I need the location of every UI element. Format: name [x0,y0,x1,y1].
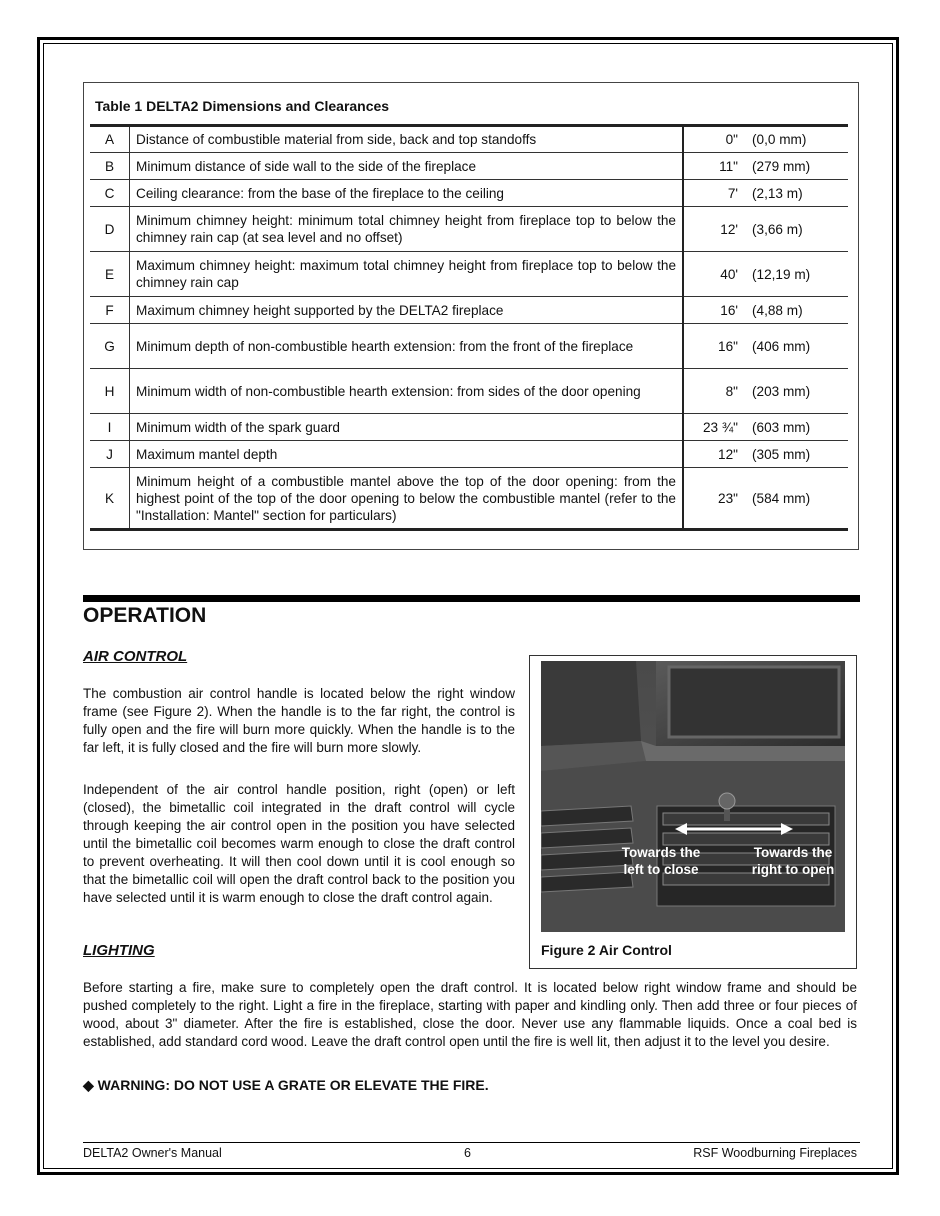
table-title: Table 1 DELTA2 Dimensions and Clearances [95,98,390,114]
row-description: Minimum height of a combustible mantel above the top of the door opening: from the highest point of the top of the door opening to below the combustible mantel (refer to the "Installation: Mantel" section for particulars) [130,468,684,530]
table-row [90,180,848,207]
row-imperial: 12" [683,441,740,468]
section-rule [83,595,860,602]
row-metric: (2,13 m) [740,180,848,207]
dimensions-table [90,124,848,531]
row-description: Minimum distance of side wall to the side of the fireplace [130,153,684,180]
air-control-photo-drawing [541,661,845,932]
row-imperial: 11" [683,153,740,180]
row-metric: (3,66 m) [740,207,848,252]
table-row [90,207,848,252]
row-letter: B [90,153,130,180]
row-letter: J [90,441,130,468]
row-imperial: 8" [683,369,740,414]
table-row [90,126,848,153]
air-control-photo [541,661,845,932]
footer-right: RSF Woodburning Fireplaces [693,1146,857,1160]
row-letter: A [90,126,130,153]
row-letter: H [90,369,130,414]
row-letter: C [90,180,130,207]
row-letter: F [90,297,130,324]
lighting-paragraph: Before starting a fire, make sure to completely open the draft control. It is located below right window frame and should be pushed completely to the right. Light a fire in the fireplace, starting with paper and kindling only. Then add three or four pieces of wood, about 3" diameter. After the fire is established, close the door. Never use any flammable liquids. Once a coal bed is established, add standard cord wood. Leave the draft control open until the fire is well lit, then adjust it to the level you desire. [83,980,857,1049]
row-description: Minimum width of the spark guard [130,414,684,441]
right-label-line-1: Towards the [753,845,833,860]
left-to-close-label [606,844,716,878]
row-letter: D [90,207,130,252]
row-description: Maximum mantel depth [130,441,684,468]
air-control-heading: AIR CONTROL [83,648,188,665]
lighting-heading: LIGHTING [83,942,155,959]
row-metric: (0,0 mm) [740,126,848,153]
row-letter: I [90,414,130,441]
table-row [90,468,848,530]
row-letter: K [90,468,130,530]
row-description: Distance of combustible material from side, back and top standoffs [130,126,684,153]
row-imperial: 16' [683,297,740,324]
row-imperial: 23" [683,468,740,530]
row-metric: (4,88 m) [740,297,848,324]
warning-text: ◆ WARNING: DO NOT USE A GRATE OR ELEVATE THE FIRE. [83,1077,489,1093]
row-imperial: 7' [683,180,740,207]
row-description: Maximum chimney height supported by the DELTA2 fireplace [130,297,684,324]
section-title: OPERATION [83,604,207,627]
row-metric: (584 mm) [740,468,848,530]
row-imperial: 40' [683,252,740,297]
table-row [90,252,848,297]
row-imperial: 23 ¾" [683,414,740,441]
row-imperial: 16" [683,324,740,369]
row-metric: (12,19 m) [740,252,848,297]
right-to-open-label [738,844,848,878]
page-number: 6 [464,1146,471,1160]
row-metric: (203 mm) [740,369,848,414]
footer-rule [83,1142,860,1143]
row-letter: E [90,252,130,297]
row-description: Ceiling clearance: from the base of the fireplace to the ceiling [130,180,684,207]
table-row [90,369,848,414]
row-description: Minimum depth of non-combustible hearth extension: from the front of the fireplace [130,324,684,369]
row-metric: (603 mm) [740,414,848,441]
table-row [90,441,848,468]
row-imperial: 12' [683,207,740,252]
air-control-paragraph-2: Independent of the air control handle position, right (open) or left (closed), the bimetallic coil integrated in the draft control will cycle through keeping the air control open in the position you have selected until the bimetallic coil becomes warm enough to close the draft control to prevent overheating. It will then cool down until it is cool enough so that the bimetallic coil will open the draft control back to the position you have selected until it is warm enough to close the draft control again. [83,782,515,905]
air-control-paragraph-1: The combustion air control handle is located below the right window frame (see Figure 2). When the handle is to the far right, the control is fully open and the fire will burn more quickly. When the handle is to the far left, it is fully closed and the fire will burn more slowly. [83,686,515,755]
row-description: Minimum width of non-combustible hearth extension: from sides of the door opening [130,369,684,414]
row-imperial: 0" [683,126,740,153]
row-description: Minimum chimney height: minimum total chimney height from fireplace top to below the chimney rain cap (at sea level and no offset) [130,207,684,252]
figure-caption: Figure 2 Air Control [541,942,672,958]
footer-left: DELTA2 Owner's Manual [83,1146,222,1160]
right-label-line-2: right to open [751,862,835,877]
left-label-line-2: left to close [623,862,699,877]
table-row [90,324,848,369]
row-description: Maximum chimney height: maximum total chimney height from fireplace top to below the chimney rain cap [130,252,684,297]
row-letter: G [90,324,130,369]
row-metric: (305 mm) [740,441,848,468]
left-label-line-1: Towards the [621,845,701,860]
row-metric: (406 mm) [740,324,848,369]
table-row [90,297,848,324]
row-metric: (279 mm) [740,153,848,180]
table-row [90,153,848,180]
table-row [90,414,848,441]
